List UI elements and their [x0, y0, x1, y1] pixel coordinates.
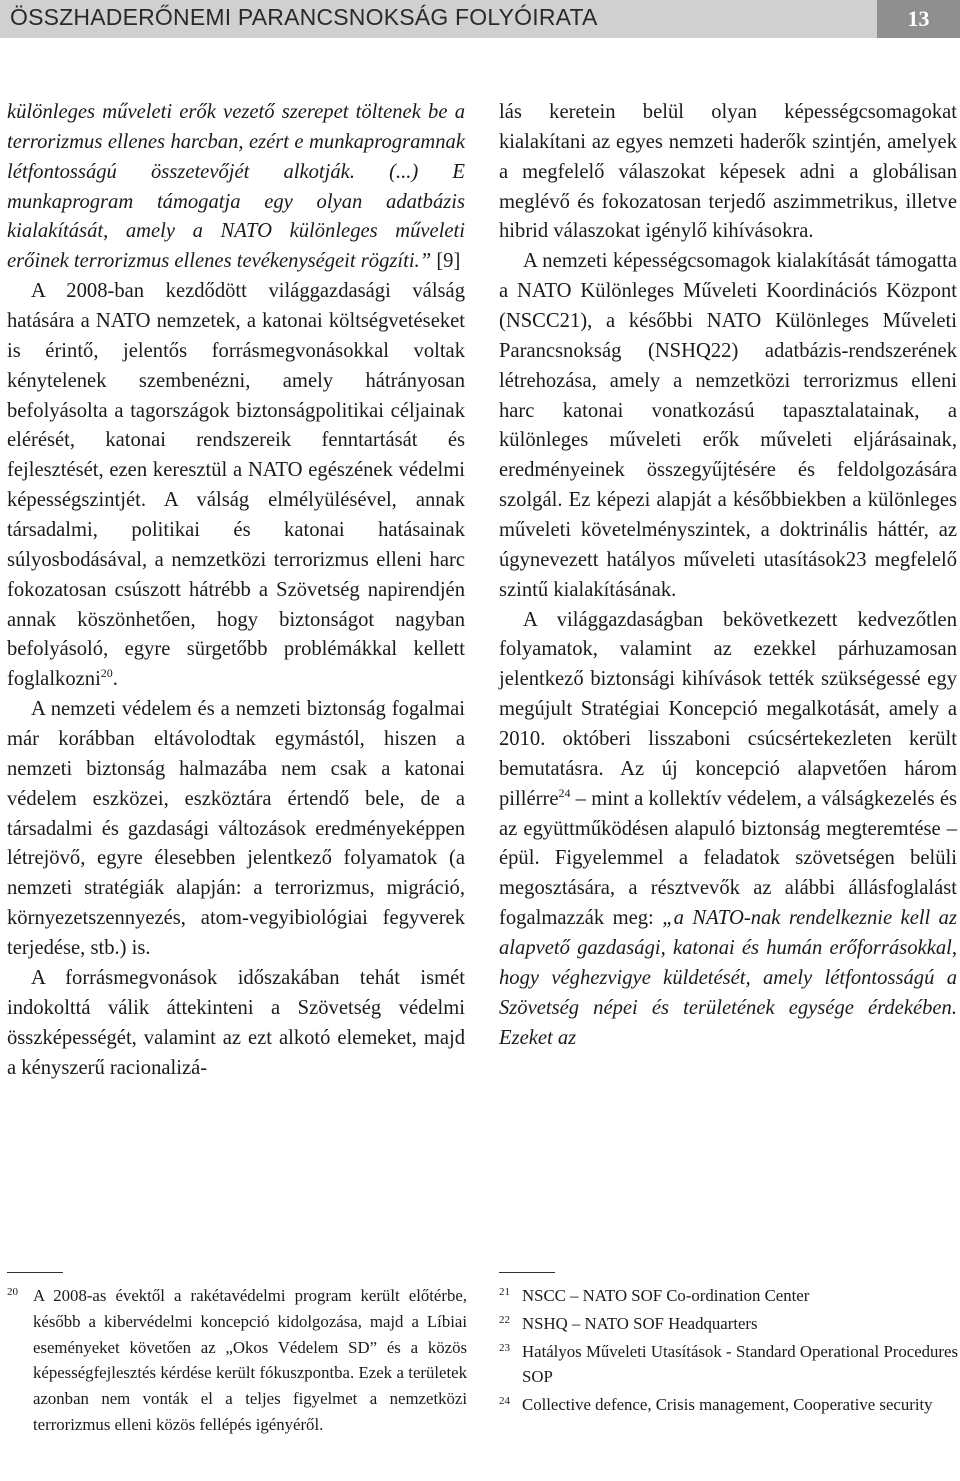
footnote-marker: 20	[100, 666, 113, 681]
journal-title: ÖSSZHADERŐNEMI PARANCSNOKSÁG FOLYÓIRATA	[10, 4, 598, 30]
paragraph-text: – mint a kollektív védelem, a válságkezelés és az együttműködésen alapuló biztonság megteremtése – épül. Figyelemmel a feladatok szövetségen belüli megosztására, a résztvevők az alábbi állásfoglalást fogalmazzák meg:	[499, 787, 957, 930]
quote-paragraph	[7, 98, 465, 277]
footnote	[499, 1339, 958, 1391]
footnotes-right	[499, 1272, 958, 1420]
footnote	[499, 1283, 958, 1309]
body-paragraph	[499, 606, 957, 1054]
footnotes-left	[7, 1272, 467, 1438]
footnote	[499, 1311, 958, 1337]
footnote-marker: 24	[558, 785, 571, 800]
footnote-number: 20	[7, 1286, 18, 1298]
footnote-text: A 2008-as évektől a rakétavédelmi program került előtérbe, később a kibervédelmi koncepció kidolgozása, majd a Líbiai eseményeket követően az „Okos Védelem SD” és a közös képességfejlesztés kérdése került fókuszpontba. Ezek a területek azonban nem vonták el a teljes figyelmet a nemzetközi terrorizmus elleni közös fellépés igényéről.	[33, 1286, 467, 1434]
footnote	[7, 1283, 467, 1438]
footnote-number: 22	[499, 1313, 510, 1326]
right-column	[499, 98, 957, 1054]
footnote-number: 21	[499, 1286, 510, 1298]
footnote-number: 23	[499, 1341, 510, 1354]
footnote-text: NSHQ – NATO SOF Headquarters	[522, 1313, 758, 1333]
left-column	[7, 98, 465, 1083]
body-paragraph: A nemzeti képességcsomagok kialakítását támogatta a NATO Különleges Műveleti Koordinációs Központ (NSCC21), a későbbi NATO Különleges Műveleti Parancsnokság (NSHQ22) adatbázis-rendszerének létrehozása, amely a nemzetközi terrorizmus elleni harc katonai vonatkozású tapasztalatainak, a különleges műveleti erők műveleti eljárásainak, eredményeinek összegyűjtésére és feldolgozására szolgál. Ez képezi alapját a későbbiekben a különleges műveleti követelményszintek, a doktrinális háttér, az úgynevezett hatályos műveleti utasítások23 megfelelő szintű kialakításának.	[499, 250, 957, 601]
body-paragraph: lás keretein belül olyan képességcsomagokat kialakítani az egyes nemzeti haderők szintjén, amelyek a megfelelő válaszokat képesek adni a globálisan meglévő és fokozatosan terjedő aszimmetrikus, illetve hibrid válaszokat igénylő kihívásokra.	[499, 101, 957, 243]
footnote-text: NSCC – NATO SOF Co-ordination Center	[522, 1286, 810, 1305]
footnote	[499, 1392, 958, 1418]
paragraph-text: A 2008-ban kezdődött világgazdasági válság hatására a NATO nemzetek, a katonai költségvetéseket is érintő, jelentős forrásmegvonásokkal voltak kénytelenek szembenézni, amely hátrányosan befolyásolta a tagországok biztonságpolitikai céljainak elérését, katonai rendszereik fenntartását és fejlesztését, ezen keresztül a NATO egészének védelmi képességszintjét. A válság elmélyülésével, annak társadalmi, politikai és katonai hatásainak súlyosbodásával, a nemzetközi terrorizmus elleni harc fokozatosan csúszott hátrébb a Szövetség napirendjén annak köszönhetően, hogy biztonságot nagyban befolyásoló, egyre sürgetőbb problémákkal kellett foglalkozni	[7, 280, 465, 691]
footnote-separator	[499, 1272, 555, 1273]
quote-text: „a NATO-nak rendelkeznie kell az alapvető gazdasági, katonai és humán erőforrásokkal, hogy véghezvigye küldetését, amely létfontosságú a Szövetség népei és területének egysége érdekében. Ezeket az	[499, 907, 957, 1049]
quote-reference: [9]	[431, 250, 461, 273]
body-paragraph: A forrásmegvonások időszakában tehát ismét indokolttá válik áttekinteni a Szövetség védelmi összképességét, valamint az ezt alkotó elemeket, majd a kényszerű racionalizá-	[7, 966, 465, 1079]
body-paragraph: A nemzeti védelem és a nemzeti biztonság fogalmai már korábban eltávolodtak egymástól, hiszen a nemzeti biztonság halmazába nem csak a katonai védelem eszközei, eszköztára értendő bele, de a társadalmi és gazdasági változások eredményeképpen létrejövő, egyre élesebben jelentkező folyamatok (a nemzeti stratégiák alapján: a terrorizmus, migráció, környezetszennyezés, atom-vegyibiológiai fegyverek terjedése, stb.) is.	[7, 698, 465, 960]
quote-text: különleges műveleti erők vezető szerepet töltenek be a terrorizmus ellenes harcban, ezért e munkaprogramnak létfontosságú összetevőjét alkotják. (...) E munkaprogram támogatja egy olyan adatbázis kialakítását, amely a NATO különleges műveleti erőinek terrorizmus ellenes tevékenységeit rögzíti.”	[7, 101, 465, 273]
footnote-number: 24	[499, 1395, 510, 1408]
paragraph-text: A világgazdaságban bekövetkezett kedvezőtlen folyamatok, valamint az ezekkel párhuzamosan jelentkező biztonsági kihívások tették szükségessé egy megújult Stratégiai Koncepció megalkotását, amely a 2010. októberi lisszaboni csúcsértekezleten került bemutatásra. Az új koncepció alapvetően három pillérre	[499, 608, 957, 810]
running-header	[0, 0, 960, 38]
paragraph-end: .	[112, 668, 118, 691]
footnote-text: Collective defence, Crisis management, Cooperative security	[522, 1395, 933, 1415]
body-paragraph	[7, 277, 465, 695]
footnote-text: Hatályos Műveleti Utasítások - Standard Operational Procedures SOP	[522, 1341, 958, 1387]
footnote-separator	[7, 1272, 63, 1273]
page-number: 13	[877, 0, 960, 38]
